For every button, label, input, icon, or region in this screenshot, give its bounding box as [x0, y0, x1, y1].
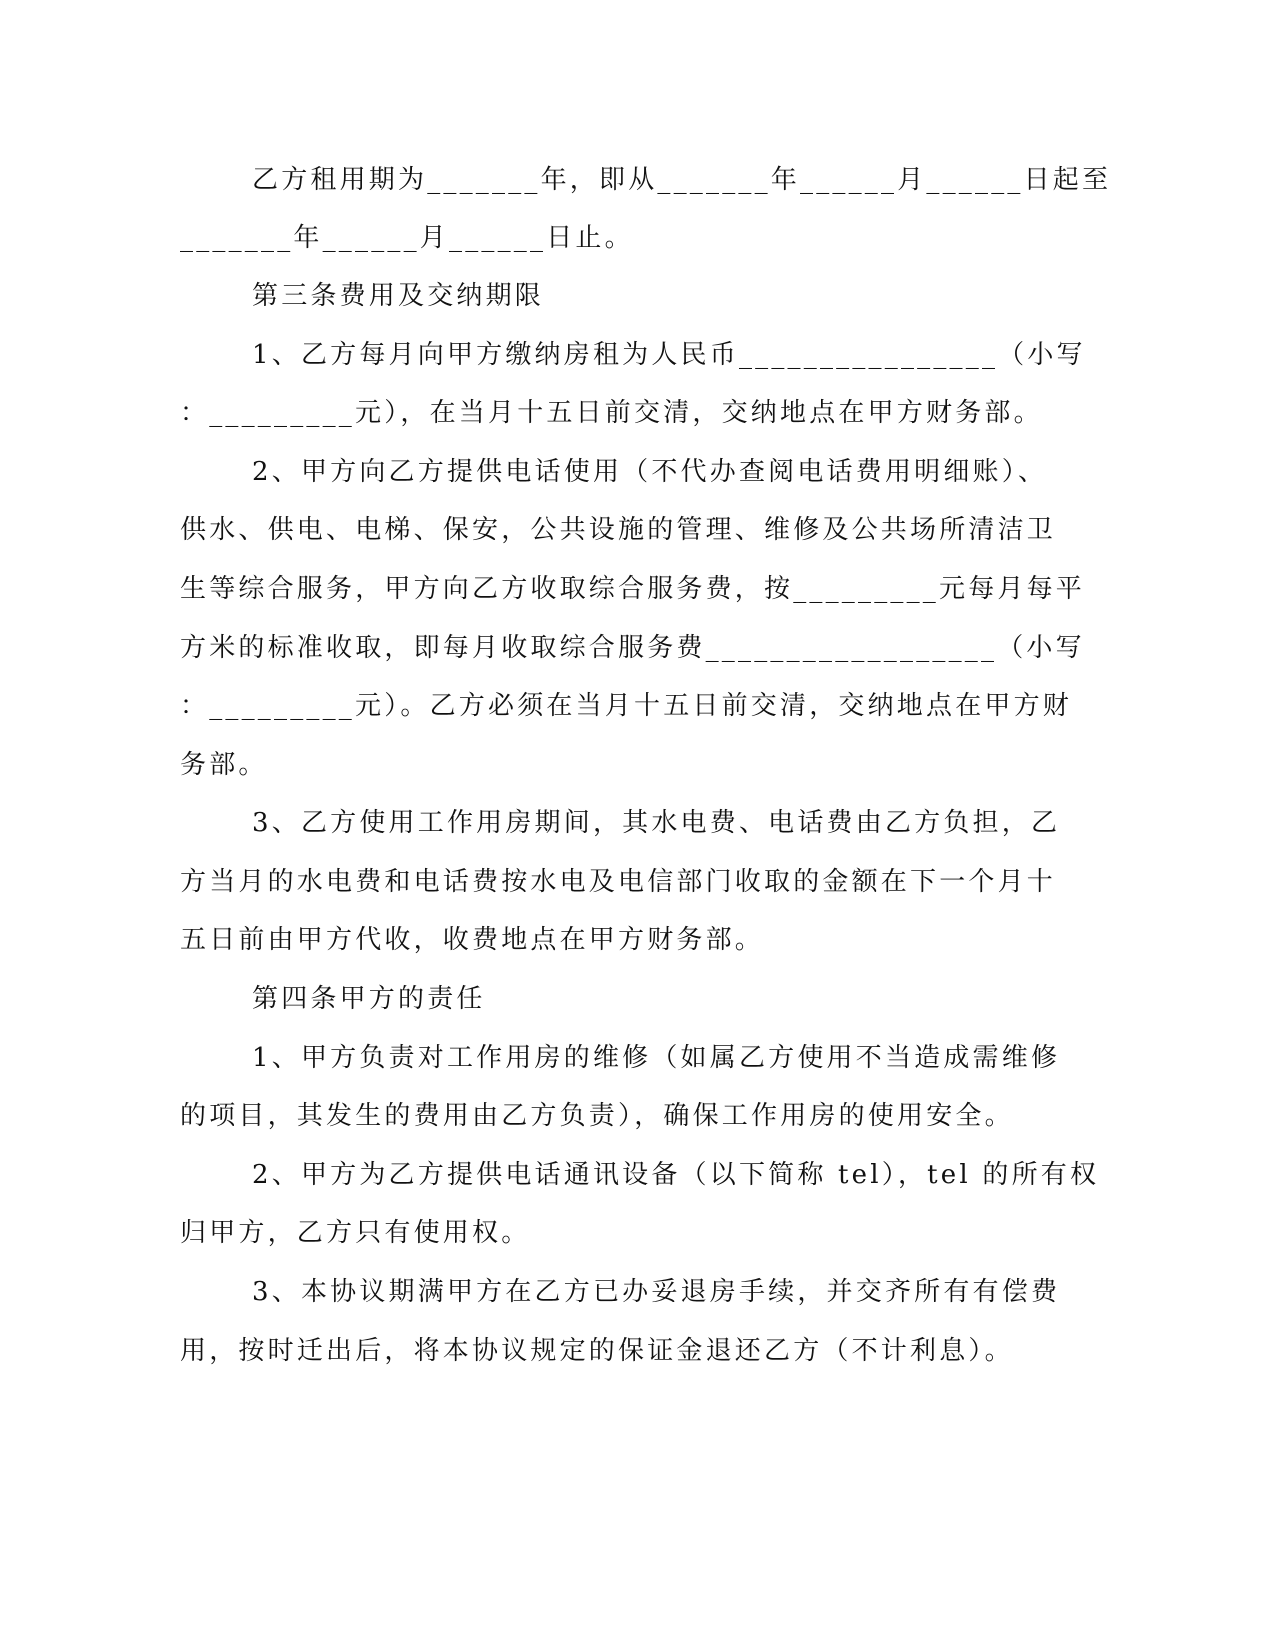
text-line: 供水、供电、电梯、保安，公共设施的管理、维修及公共场所清洁卫: [180, 515, 1057, 545]
section-heading: 第四条甲方的责任: [252, 984, 486, 1014]
section-heading: 第三条费用及交纳期限: [252, 281, 545, 311]
text-line: 1、乙方每月向甲方缴纳房租为人民币________________（小写: [252, 340, 1086, 370]
text-line: _______年______月______日止。: [180, 223, 634, 253]
text-line: 3、乙方使用工作用房期间，其水电费、电话费由乙方负担，乙: [252, 808, 1061, 838]
text-line: 五日前由甲方代收，收费地点在甲方财务部。: [180, 925, 765, 955]
text-line: ：_________元），在当月十五日前交清，交纳地点在甲方财务部。: [180, 398, 1043, 428]
text-line: 归甲方，乙方只有使用权。: [180, 1218, 531, 1248]
text-line: 2、甲方向乙方提供电话使用（不代办查阅电话费用明细账）、: [252, 457, 1048, 487]
text-line: 务部。: [180, 750, 268, 780]
text-line: 2、甲方为乙方提供电话通讯设备（以下简称 tel），tel 的所有权: [252, 1160, 1100, 1190]
text-line: 方米的标准收取，即每月收取综合服务费__________________（小写: [180, 633, 1085, 663]
text-line: 的项目，其发生的费用由乙方负责），确保工作用房的使用安全。: [180, 1101, 1014, 1131]
text-line: 用，按时迁出后，将本协议规定的保证金退还乙方（不计利息）。: [180, 1336, 1014, 1366]
text-line: 生等综合服务，甲方向乙方收取综合服务费，按_________元每月每平: [180, 574, 1086, 604]
text-line: 3、本协议期满甲方在乙方已办妥退房手续，并交齐所有有偿费: [252, 1277, 1061, 1307]
text-line: 乙方租用期为_______年，即从_______年______月______日起至: [252, 165, 1112, 195]
text-line: 方当月的水电费和电话费按水电及电信部门收取的金额在下一个月十: [180, 867, 1057, 897]
text-line: ：_________元）。乙方必须在当月十五日前交清，交纳地点在甲方财: [180, 691, 1073, 721]
text-line: 1、甲方负责对工作用房的维修（如属乙方使用不当造成需维修: [252, 1043, 1061, 1073]
